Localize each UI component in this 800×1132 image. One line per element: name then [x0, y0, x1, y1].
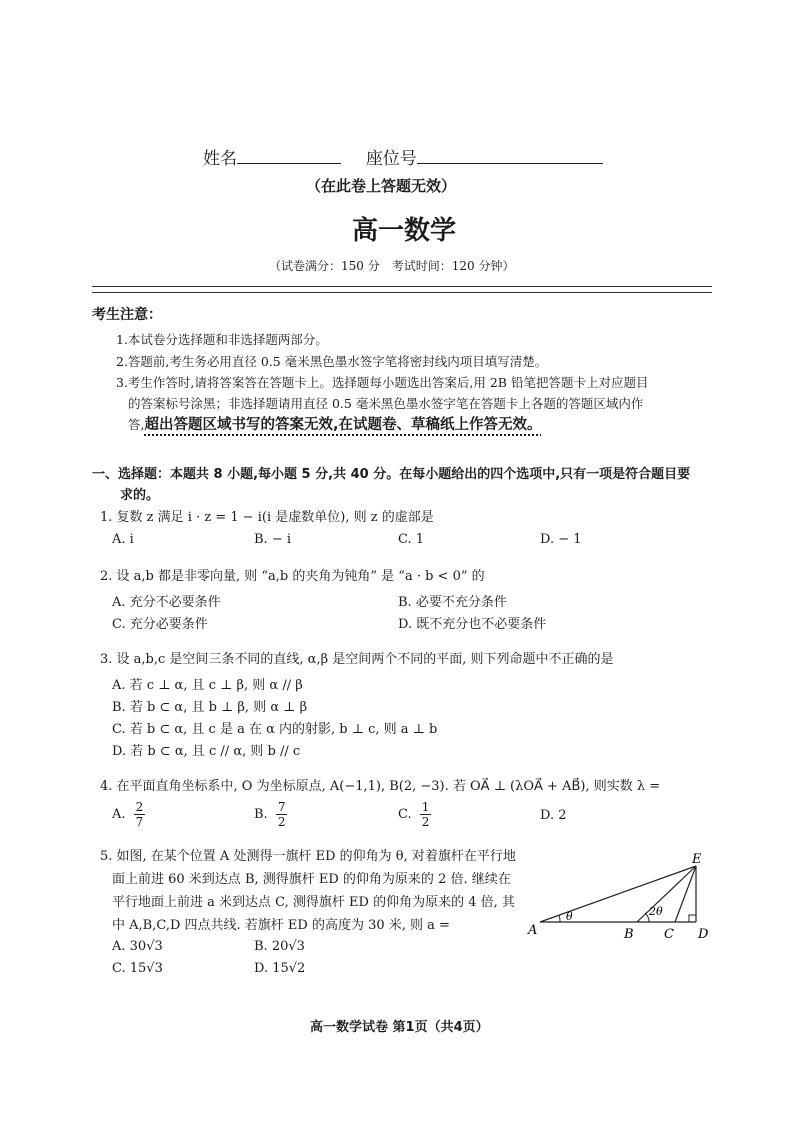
sightline-ae — [540, 866, 696, 922]
label-b: B — [624, 927, 634, 942]
q5-option-a: A. 30√3 — [112, 939, 163, 954]
label-a: A — [528, 923, 538, 938]
q4-option-d: D. 2 — [540, 808, 567, 823]
question-5-line: 5. 如图, 在某个位置 A 处测得一旗杆 ED 的仰角为 θ, 对着旗杆在平行地 — [100, 849, 516, 864]
q3-option-c: C. 若 b ⊂ α, 且 c 是 a 在 α 内的射影, b ⊥ c, 则 a ⊥ b — [112, 722, 438, 737]
q4-option-b: B. $\frac{7}{2}$ — [254, 800, 286, 829]
notice-heading: 考生注意： — [92, 307, 162, 323]
name-label: 姓名 — [203, 149, 237, 169]
notice-item: 1.本试卷分选择题和非选择题两部分。 — [116, 332, 328, 347]
q1-option-d: D. − 1 — [540, 532, 582, 547]
fraction: $\frac{2}{7}$ — [135, 800, 144, 829]
fraction: $\frac{1}{2}$ — [421, 800, 430, 829]
seat-blank — [417, 149, 603, 164]
right-angle-mark — [689, 915, 696, 922]
q1-option-b: B. − i — [254, 532, 292, 547]
name-field — [203, 144, 603, 169]
q3-option-d: D. 若 b ⊂ α, 且 c // α, 则 b // c — [112, 744, 301, 759]
q1-option-a: A. i — [112, 532, 134, 547]
q2-option-d: D. 既不充分也不必要条件 — [398, 617, 547, 632]
notice-last-line — [128, 413, 542, 434]
sightline-ce — [675, 866, 696, 922]
notice-item: 2.答题前,考生务必用直径 0.5 毫米黑色墨水签字笔将密封线内项目填写清楚。 — [116, 354, 548, 369]
q3-option-a: A. 若 c ⊥ α, 且 c ⊥ β, 则 α // β — [112, 678, 303, 693]
q2-option-a: A. 充分不必要条件 — [112, 595, 221, 610]
q5-option-d: D. 15√2 — [254, 961, 306, 976]
seat-label: 座位号 — [365, 149, 417, 169]
label-two-theta: 2θ — [649, 905, 663, 918]
notice-item: 的答案标号涂黑；非选择题请用直径 0.5 毫米黑色墨水签字笔在答题卡上各题的答题区域内作 — [128, 396, 644, 411]
notice-item: 答, — [128, 417, 145, 432]
name-blank — [237, 149, 341, 164]
flagpole-figure — [524, 852, 724, 942]
divider-bottom — [92, 292, 712, 293]
angle-arc-theta — [559, 915, 560, 922]
invalid-notice: （在此卷上答题无效） — [306, 177, 457, 195]
label-theta: θ — [566, 910, 573, 923]
page-footer: 高一数学试卷 第1页（共4页） — [310, 1020, 489, 1035]
q4-option-c: C. $\frac{1}{2}$ — [398, 800, 430, 829]
question-5-line: 面上前进 60 米到达点 B, 测得旗杆 ED 的仰角为原来的 2 倍. 继续在 — [112, 872, 511, 887]
page-title: 高一数学 — [352, 216, 457, 246]
q5-option-c: C. 15√3 — [112, 961, 163, 976]
label-e: E — [692, 852, 702, 867]
question-3-stem: 3. 设 a,b,c 是空间三条不同的直线, α,β 是空间两个不同的平面, 则下列命题中不正确的是 — [100, 652, 614, 667]
question-2-stem: 2. 设 a,b 都是非零向量, 则 “a,b 的夹角为钝角” 是 “a · b < 0” 的 — [100, 569, 485, 584]
label-d: D — [698, 927, 709, 942]
fraction: $\frac{7}{2}$ — [277, 800, 286, 829]
q3-option-b: B. 若 b ⊂ α, 且 b ⊥ β, 则 α ⊥ β — [112, 700, 308, 715]
question-5-line: 平行地面上前进 a 米到达点 C, 测得旗杆 ED 的仰角为原来的 4 倍, 其 — [112, 895, 515, 910]
question-5-line: 中 A,B,C,D 四点共线. 若旗杆 ED 的高度为 30 米, 则 a = — [112, 918, 450, 933]
q2-option-c: C. 充分必要条件 — [112, 617, 208, 632]
section-heading-cont: 求的。 — [120, 488, 160, 503]
q2-option-b: B. 必要不充分条件 — [398, 595, 507, 610]
notice-emphasis: 超出答题区域书写的答案无效,在试题卷、草稿纸上作答无效。 — [144, 417, 542, 433]
label-c: C — [664, 927, 674, 942]
q4-option-a: A. $\frac{2}{7}$ — [112, 800, 144, 829]
exam-info: （试卷满分：150 分 考试时间：120 分钟） — [269, 259, 515, 273]
q5-option-b: B. 20√3 — [254, 939, 305, 954]
question-1-stem: 1. 复数 z 满足 i · z = 1 − i(i 是虚数单位), 则 z 的虚部是 — [100, 510, 434, 525]
section-heading: 一、选择题：本题共 8 小题,每小题 5 分,共 40 分。在每小题给出的四个选项中,只有一项是符合题目要 — [92, 467, 691, 482]
question-4-stem: 4. 在平面直角坐标系中, O 为坐标原点, A(−1,1), B(2, −3). 若 OA⃗ ⊥ (λOA⃗ + AB⃗), 则实数 λ = — [100, 779, 661, 794]
divider-top — [92, 286, 712, 287]
notice-item: 3.考生作答时,请将答案答在答题卡上。选择题每小题选出答案后,用 2B 铅笔把答题卡上对应题目 — [116, 375, 649, 390]
q1-option-c: C. 1 — [398, 532, 425, 547]
